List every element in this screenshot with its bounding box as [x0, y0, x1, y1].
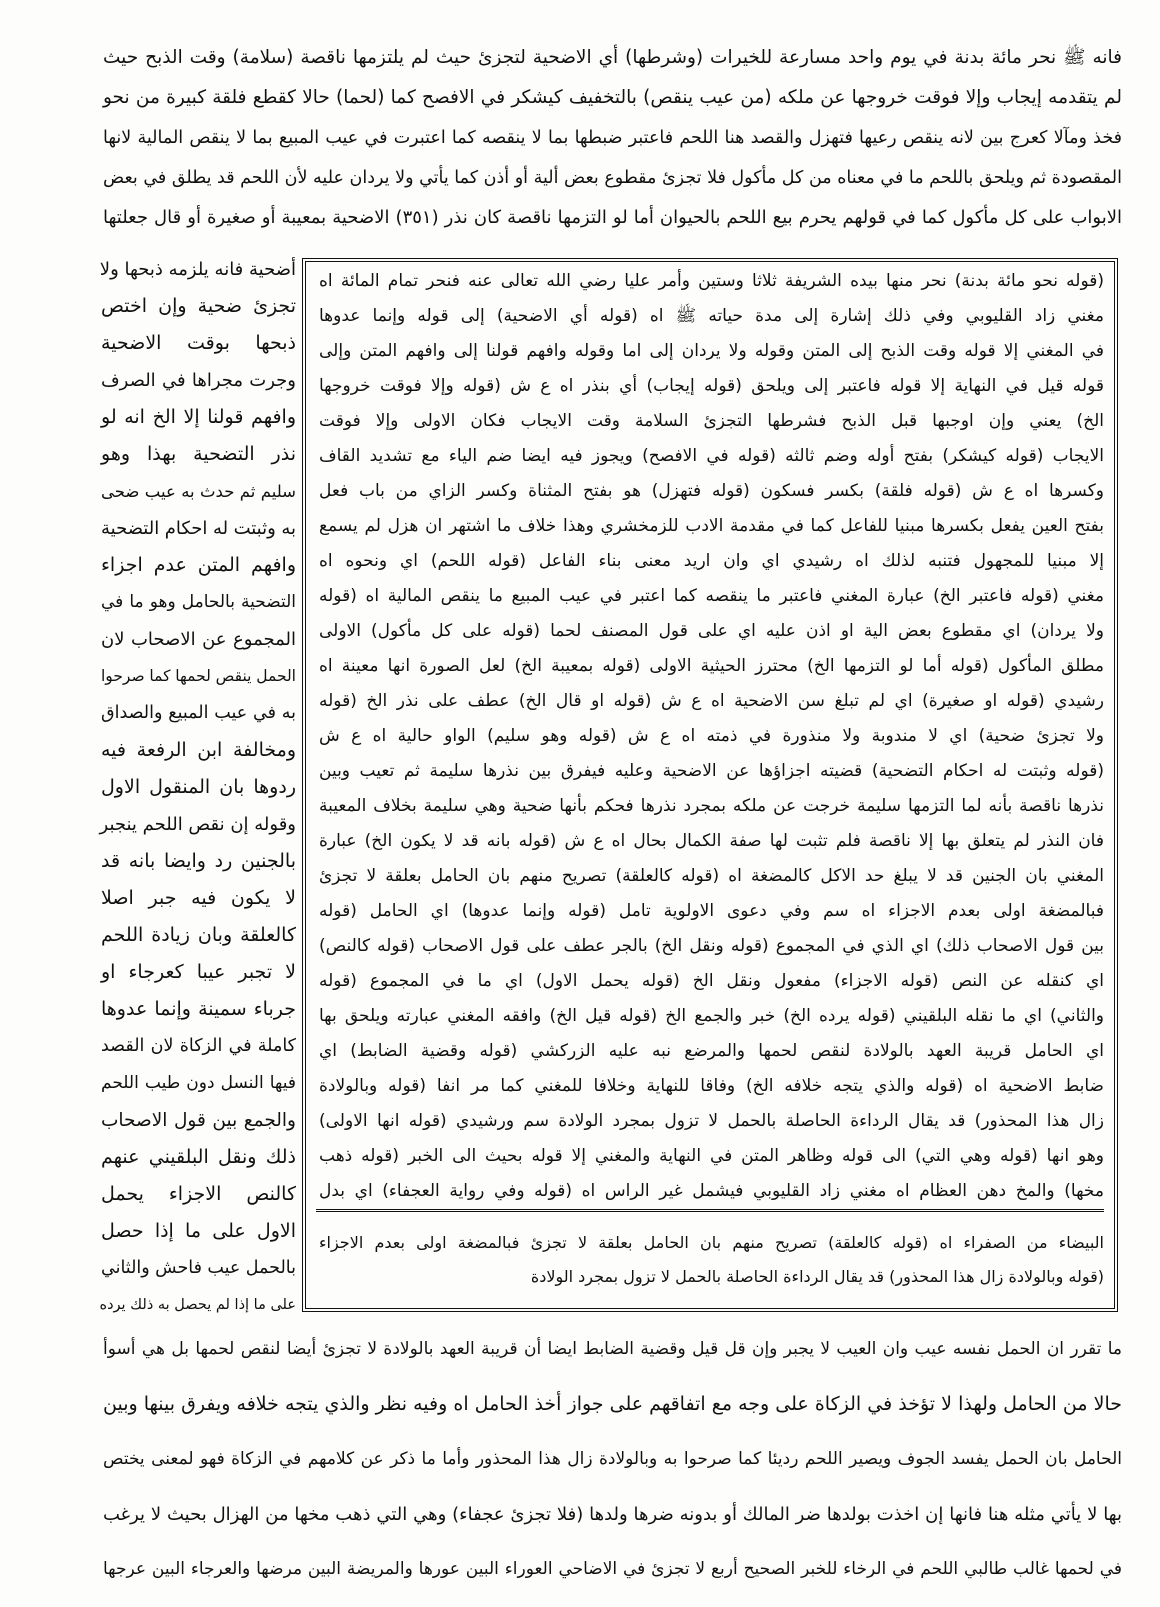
side-column-line: وافهم المتن عدم اجزاء	[101, 554, 296, 576]
side-column-line: كالعلقة وبان زيادة اللحم	[101, 924, 296, 946]
main-text-line: فانه ﷺ نحر مائة بدنة في يوم واحد مسارعة للخيرات (وشرطها) أي الاضحية لتجزئ حيث لم يلتزمها ناقصة (سلامة) وقت الذبح حيث	[103, 47, 1122, 68]
main-text-bottom	[100, 1322, 1122, 1597]
main-text-top	[100, 38, 1122, 238]
commentary-line: الايجاب (قوله كيشكر) بفتح أوله وضم ثالثه (قوله في الافصح) ويجوز فيه ايضا ضم الياء مع تشديد القاف	[319, 446, 1104, 466]
side-column-line: وافهم قولنا إلا الخ انه لو	[101, 406, 296, 428]
commentary-line: ضابط الاضحية اه (قوله والذي يتجه خلافه الخ) وفاقا للنهاية وخلافا للمغني كما مر انفا (قوله وبالولادة	[319, 1076, 1104, 1096]
commentary-line: بين قول الاصحاب ذلك) اي الذي في المجموع (قوله ونقل الخ) بالجر عطف على قول الاصحاب (قوله كالنص)	[319, 936, 1104, 956]
main-text-line: فخذ ومآلا كعرج بين لانه ينقص رعيها فتهزل والقصد هنا اللحم فاعتبر ضبطها بما لا ينقصه كما اعتبرت في عيب المبيع بما لا ينقص المالية لانها	[103, 128, 1122, 148]
side-column-line: والجمع بين قول الاصحاب	[101, 1110, 296, 1131]
commentary-line: نذرها ناقصة بأنه لما التزمها سليمة خرجت عن ملكه بمجرد نذرها فحكم بأنها ضحية وهي سليمة بخلاف المعيبة	[319, 796, 1104, 816]
side-column-line: لا يكون فيه جبر اصلا	[101, 887, 296, 909]
side-column-line: به في عيب المبيع والصداق	[101, 703, 296, 723]
commentary-line: بفتح العين يفعل بكسرها مبنيا للفاعل كما في مقدمة الادب للزمخشري وهذا خلاف ما اشتهر ان هزل لم يسمع	[319, 516, 1104, 536]
commentary-line: (قوله نحو مائة بدنة) نحر منها بيده الشريفة ثلاثا وستين وأمر عليا رضي الله تعالى عنه فنحر تمام المائة اه	[319, 271, 1104, 291]
commentary-line: والثاني) اي ما نقله البلقيني (قوله يرده الخ) خبر والجمع الخ (قوله قيل الخ) وافقه المغني عبارته ويلحق بها	[319, 1006, 1104, 1026]
main-text-line: المقصودة ثم ويلحق باللحم ما في معناه من كل مأكول فلا تجزئ مقطوع بعض ألية أو أذن كما يأتي ولا يردان عليه لأن اللحم قد يطلق في بعض	[103, 168, 1122, 188]
commentary-line: في المغني إلا قوله وقت الذبح إلى المتن وقوله ولا يردان إلى اما وقوله وافهم قولنا إلى وافهم المتن وإلى	[319, 341, 1104, 361]
commentary-line: فان النذر لم يتعلق بها إلا ناقصة فلم تثبت لها صفة الكمال بحال اه ع ش (قوله بانه قد لا يكون الخ) عبارة	[319, 831, 1104, 851]
main-text-line: الحامل بان الحمل يفسد الجوف ويصير اللحم رديئا كما صرحوا به وبالولادة زال هذا المحذور وأما ما ذكر عن كلامهم في الزكاة فهو لمعنى يختص	[103, 1449, 1122, 1469]
side-column-line: به وثبتت له احكام التضحية	[101, 518, 296, 539]
side-column-line: ومخالفة ابن الرفعة فيه	[101, 739, 296, 761]
side-column-line: ذلك ونقل البلقيني عنهم	[101, 1146, 296, 1168]
side-column-line: على ما إذا لم يحصل به ذلك يرده	[99, 1297, 296, 1313]
side-column-line: الحمل ينقص لحمها كما صرحوا	[101, 667, 296, 685]
side-column-line: سليم ثم حدث به عيب ضحى	[101, 482, 296, 501]
commentary-line: وكسرها اه ع ش (قوله فلقة) بكسر فسكون (قوله فتهزل) هو بفتح المثناة وكسر الزاي من باب فعل	[319, 481, 1104, 501]
commentary-line: مغني (قوله فاعتبر الخ) عبارة المغني فاعتبر ما ينقصه كما اعتبر في عيب المبيع ما ينقص المالية اه (قوله	[319, 586, 1104, 606]
side-column-line: المجموع عن الاصحاب لان	[101, 629, 296, 650]
footnote-line: (قوله وبالولادة زال هذا المحذور) قد يقال الرداءة الحاصلة بالحمل لا تزول بمجرد الولادة	[530, 1267, 1104, 1286]
main-text-line: لم يتقدمه إيجاب وإلا فوقت خروجها عن ملكه (من عيب ينقص) بالتخفيف كيشكر في الافصح كما (لحما) حالا كقطع فلقة كبيرة من نحو	[103, 87, 1122, 108]
side-column-line: أضحية فانه يلزمه ذبحها ولا	[99, 259, 296, 280]
side-column-line: نذر التضحية بهذا وهو	[101, 443, 296, 465]
commentary-box	[302, 258, 1118, 1312]
side-column-line: كاملة في الزكاة لان القصد	[101, 1036, 296, 1056]
side-column-line: ردوها بان المنقول الاول	[101, 776, 296, 798]
side-column-line: تجزئ ضحية وإن اختص	[101, 295, 296, 317]
side-column-line: كالنص الاجزاء يحمل	[101, 1183, 296, 1205]
commentary-line: مطلق المأكول (قوله أما لو التزمها الخ) محترز الحيثية الاولى (قوله بمعيبة الخ) لعل الصورة انها معينة اه	[319, 656, 1104, 676]
main-text-side-column	[98, 251, 296, 1324]
commentary-line: فبالمضغة اولى بعدم الاجزاء اه سم وفي دعوى الاولوية تامل (قوله وإنما عدوها) اي الحامل (قوله	[319, 901, 1104, 921]
side-column-line: بالجنين رد وايضا بانه قد	[101, 850, 296, 872]
commentary-line: رشيدي (قوله او صغيرة) اي لم تبلغ سن الاضحية اه ع ش (قوله او قال الخ) عطف على نذر الخ (قوله	[319, 691, 1104, 711]
commentary-line: اي الحامل قريبة العهد بالولادة لنقص لحمها والمرضع نبه عليه الزركشي (قوله وقضية الضابط) اي	[319, 1041, 1104, 1061]
side-column-line: بالحمل عيب فاحش والثاني	[101, 1258, 296, 1278]
main-text-line: بها لا يأتي مثله هنا فانها إن اخذت بولدها ضر المالك أو بدونه ضرها ولدها (فلا تجزئ عجفاء) وهي التي ذهب مخها من الهزال بحيث لا يرغب	[103, 1504, 1122, 1525]
footnote-line: البيضاء من الصفراء اه (قوله كالعلقة) تصريح منهم بان الحامل بعلقة لا تجزئ فبالمضغة اولى بعدم الاجزاء	[319, 1233, 1104, 1252]
side-column-line: ذبحها بوقت الاضحية	[101, 332, 296, 354]
side-column-line: لا تجبر عيبا كعرجاء او	[101, 961, 296, 983]
side-column-line: فيها النسل دون طيب اللحم	[101, 1073, 296, 1093]
commentary-line: ولا يردان) اي مقطوع بعض الية او اذن عليه اي على قول المصنف لحما (قوله على كل مأكول) الاولى	[319, 621, 1104, 641]
commentary-line: مخها) والمخ دهن العظام اه مغني زاد القليوبي فيشمل غير الراس اه (قوله وفي رواية العجفاء) اي بدل	[319, 1181, 1104, 1201]
commentary-line: المغني بان الجنين قد لا يبلغ حد الاكل كالمضغة اه (قوله كالعلقة) تصريح منهم بان الحامل بعلقة لا تجزئ	[319, 866, 1104, 886]
commentary-footnote	[316, 1209, 1104, 1294]
main-text-line: ما تقرر ان الحمل نفسه عيب وان العيب لا يجبر وإن قل قيل وقضية الضابط ايضا أن قريبة العهد بالولادة لا تجزئ أيضا لنقص لحمها بل هي أسوأ	[103, 1339, 1122, 1359]
main-text-line: الابواب على كل مأكول كما في قولهم يحرم بيع اللحم بالحيوان أما لو التزمها ناقصة كان نذر (٣٥١) الاضحية بمعيبة أو صغيرة أو قال جعلتها	[103, 207, 1122, 228]
side-column-line: جرباء سمينة وإنما عدوها	[101, 998, 296, 1020]
side-column-line: وقوله إن نقص اللحم ينجبر	[99, 814, 296, 835]
commentary-line: مغني زاد القليوبي وفي ذلك إشارة إلى مدة حياته ﷺ اه (قوله أي الاضحية) إلى قوله وإنما عدوها	[319, 306, 1104, 326]
commentary-line: وهو انها (قوله وهي التي) الى قوله وظاهر المتن في النهاية والمغني إلا قوله بحيث الى الخبر (قوله ذهب	[319, 1146, 1104, 1166]
main-text-line: في لحمها غالب طالبي اللحم في الرخاء للخبر الصحيح أربع لا تجزئ في الاضاحي العوراء البين عورها والمريضة البين مرضها والعرجاء البين عرجها	[103, 1559, 1122, 1579]
commentary-line: (قوله وثبتت له احكام التضحية) قضيته اجزاؤها عن الاضحية وعليه فيفرق بين نذرها سليمة ثم تعيب وبين	[319, 761, 1104, 781]
commentary-line: زال هذا المحذور) قد يقال الرداءة الحاصلة بالحمل لا تزول بمجرد الولادة سم ورشيدي (قوله انها الاولى)	[319, 1111, 1104, 1131]
commentary-line: الخ) يعني وإن اوجبها قبل الذبح فشرطها التجزئ السلامة وقت الايجاب فكان الاولى وإلا فوقت	[319, 411, 1104, 431]
commentary-line: ولا تجزئ ضحية) اي لا مندوبة ولا منذورة في ذمته اه ع ش (قوله وهو سليم) الواو حالية اه ع ش	[319, 726, 1104, 746]
commentary-line: اي كنقله عن النص (قوله الاجزاء) مفعول ونقل الخ (قوله يحمل الاول) اي ما في المجموع (قوله	[319, 971, 1104, 991]
side-column-line: التضحية بالحامل وهو ما في	[101, 592, 296, 612]
commentary-line: إلا مبنيا للمجهول فتنبه لذلك اه رشيدي اي وان اريد معنى بناء الفاعل (قوله اللحم) اي ونحوه اه	[319, 551, 1104, 571]
side-column-line: وجرت مجراها في الصرف	[101, 370, 296, 391]
main-text-line: حالا من الحامل ولهذا لا تؤخذ في الزكاة على وجه مع اتفاقهم على جواز أخذ الحامل اه وفيه نظر والذي يتجه خلافه ويفرق بينها وبين	[103, 1393, 1122, 1415]
commentary-line: قوله قيل في النهاية إلا قوله فاعتبر إلى ويلحق (قوله إيجاب) أي بنذر اه ع ش (قوله وإلا فوقت خروجها	[319, 376, 1104, 396]
side-column-line: الاول على ما إذا حصل	[101, 1220, 296, 1242]
commentary-body	[316, 264, 1104, 1209]
